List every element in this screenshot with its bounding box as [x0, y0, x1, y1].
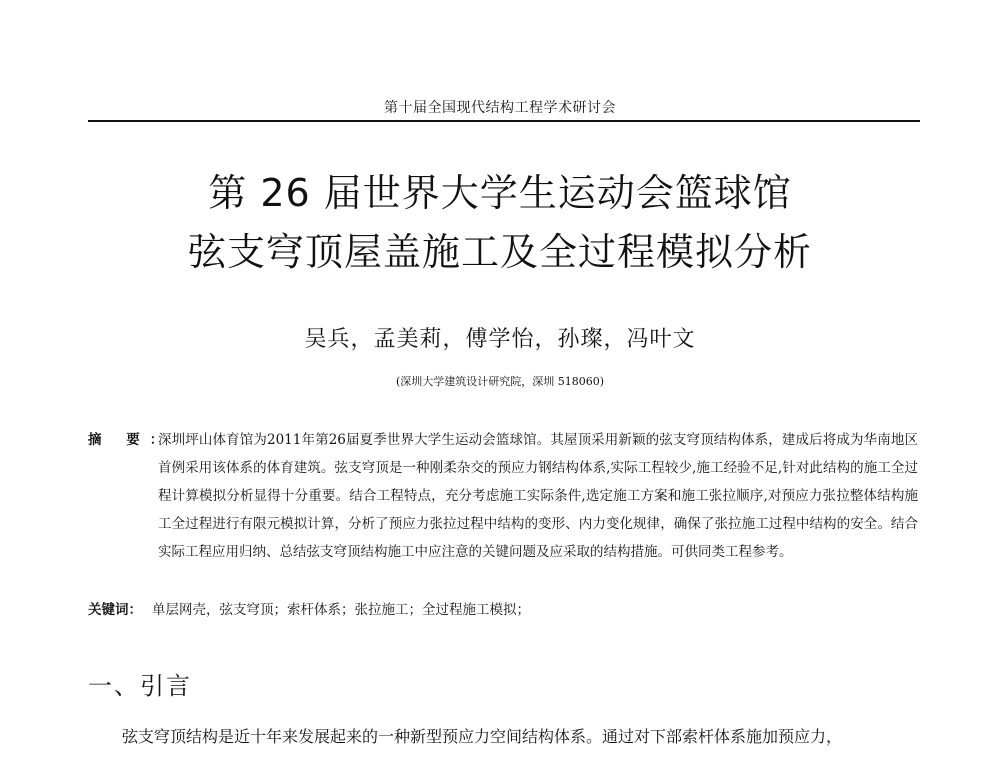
keywords-label: 关键词：: [88, 602, 142, 618]
paper-title-line-1: 第 26 届世界大学生运动会篮球馆: [208, 171, 792, 215]
abstract-block: [88, 426, 918, 566]
introduction-paragraph: 弦支穹顶结构是近十年来发展起来的一种新型预应力空间结构体系。通过对下部索杆体系施加预应力，: [122, 727, 843, 746]
affiliation: (深圳大学建筑设计研究院，深圳 518060): [395, 375, 605, 388]
keywords-text: 单层网壳，弦支穹顶；索杆体系；张拉施工；全过程施工模拟；: [152, 602, 530, 618]
paper-title-line-2: 弦支穹顶屋盖施工及全过程模拟分析: [187, 230, 812, 274]
keywords-block: [88, 596, 918, 624]
section-heading-introduction: 一、引言: [88, 672, 192, 700]
abstract-text: 深圳坪山体育馆为2011年第26届夏季世界大学生运动会篮球馆。其屋顶采用新颖的弦支穹顶结构体系，建成后将成为华南地区首例采用该体系的体育建筑。弦支穹顶是一种刚柔杂交的预应力钢结构体系,实际工程较少,施工经验不足,针对此结构的施工全过程计算模拟分析显得十分重要。结合工程特点，充分考虑施工实际条件,选定施工方案和施工张拉顺序,对预应力张拉整体结构施工全过程进行有限元模拟计算，分析了预应力张拉过程中结构的变形、内力变化规律，确保了张拉施工过程中结构的安全。结合实际工程应用归纳、总结弦支穹顶结构施工中应注意的关键问题及应采取的结构措施。可供同类工程参考。: [158, 432, 918, 560]
header-rule: [88, 120, 920, 122]
running-header: 第十届全国现代结构工程学术研讨会: [384, 100, 616, 116]
abstract-label: 摘 要：: [88, 432, 174, 448]
author-list: 吴兵，孟美莉，傅学怡，孙璨，冯叶文: [304, 327, 696, 352]
